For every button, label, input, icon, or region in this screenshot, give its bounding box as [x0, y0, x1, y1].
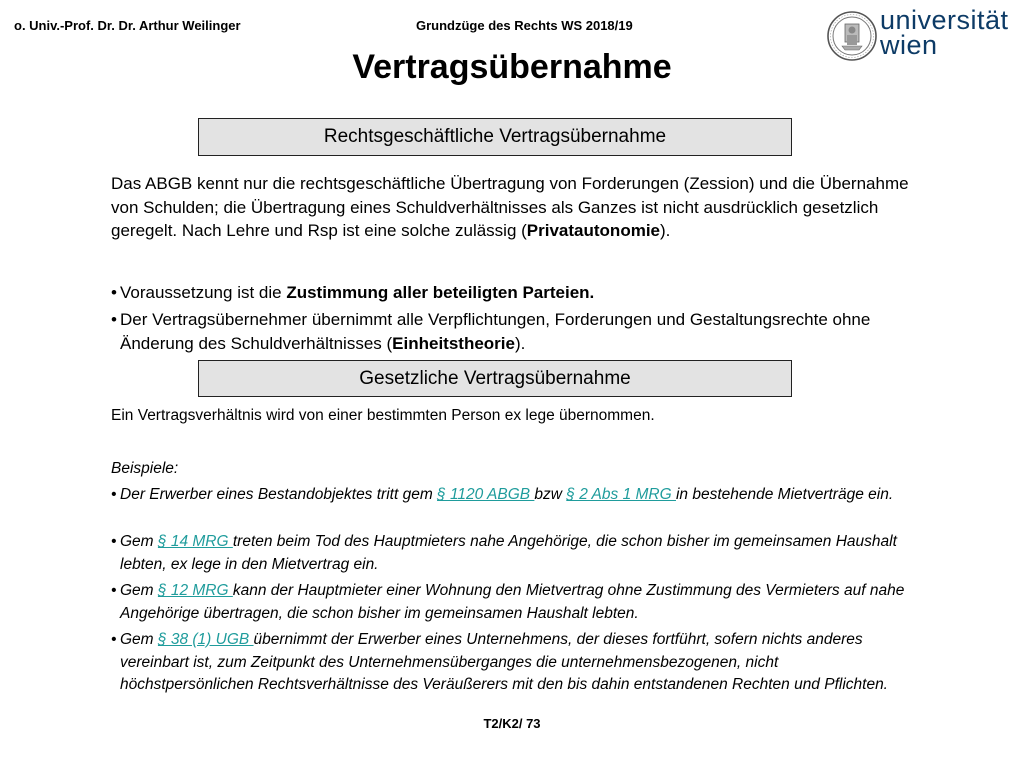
example-1-text-b: bzw [534, 486, 567, 503]
example-1 [111, 484, 911, 507]
link-38-1-ugb[interactable]: § 38 (1) UGB [157, 631, 254, 648]
example-1-text-c: in bestehende Mietverträge ein. [675, 486, 894, 503]
example-2-text-b: treten beim Tod des Hauptmieters nahe Angehörige, die schon bisher im gemeinsamen Haushalt lebten, ex lege in den Mietvertrag ein. [120, 533, 897, 573]
bullet2-bold: Einheitstheorie [392, 333, 515, 353]
bullet2-text: Der Vertragsübernehmer übernimmt alle Verpflichtungen, Forderungen und Gestaltungsrechte ohne Änderung des Schuldverhältnisses ( [120, 310, 871, 353]
section-heading-rechtsgeschaeftlich: Rechtsgeschäftliche Vertragsübernahme [198, 118, 792, 156]
link-12-mrg[interactable]: § 12 MRG [157, 582, 233, 599]
bullet-marker: • [111, 486, 117, 503]
example-4-text-a: Gem [120, 631, 158, 648]
intro-bold-term: Privatautonomie [526, 221, 660, 240]
example-2 [111, 531, 911, 576]
page-number: T2/K2/ 73 [483, 716, 541, 731]
example-4 [111, 629, 911, 697]
bullet-marker: • [111, 310, 117, 329]
bullet-marker: • [111, 582, 117, 599]
bullet1-bold: Zustimmung aller beteiligten Parteien. [286, 283, 595, 302]
intro-end: ). [660, 221, 671, 240]
header-author: o. Univ.-Prof. Dr. Dr. Arthur Weilinger [14, 18, 241, 33]
intro-text: Das ABGB kennt nur die rechtsgeschäftliche Übertragung von Forderungen (Zession) und die Übernahme von Schulden; die Übertragung eines Schuldverhältnisses als Ganzes ist nicht ausdrücklich gesetzlich geregelt. Nach Lehre und Rsp ist eine solche zulässig ( [111, 174, 909, 240]
bullet-marker: • [111, 533, 117, 550]
example-2-text-a: Gem [120, 533, 158, 550]
header-course: Grundzüge des Rechts WS 2018/19 [416, 18, 633, 33]
example-4-text-b: übernimmt der Erwerber eines Unternehmens, der dieses fortführt, sofern nichts anderes vereinbart ist, zum Zeitpunkt des Unternehmensüberganges die unternehmensbezogenen, nicht höchstpersönlichen Rechtsverhältnisse des Veräußerers mit den bis dahin entstandenen Rechten und Pflichten. [120, 631, 888, 693]
section1-intro [111, 172, 911, 243]
example-3 [111, 580, 911, 625]
bullet2-end: ). [514, 333, 526, 353]
bullet1-text: Voraussetzung ist die [120, 283, 287, 302]
examples-label: Beispiele: [111, 460, 179, 477]
bullet-marker: • [111, 631, 117, 648]
example-3-text-a: Gem [120, 582, 158, 599]
section-heading-gesetzlich: Gesetzliche Vertragsübernahme [198, 360, 792, 397]
logo-line-1: universität [880, 5, 1009, 35]
logo-line-2: wien [880, 30, 938, 60]
link-14-mrg[interactable]: § 14 MRG [157, 533, 233, 550]
link-2-abs-1-mrg[interactable]: § 2 Abs 1 MRG [566, 486, 676, 503]
example-3-text-b: kann der Hauptmieter einer Wohnung den Mietvertrag ohne Zustimmung des Vermieters auf nahe Angehörige übertragen, die schon bisher im gemeinsamen Haushalt lebten. [120, 582, 905, 622]
page-title: Vertragsübernahme [352, 48, 672, 86]
section1-bullet-1 [111, 281, 911, 305]
bullet-marker: • [111, 283, 117, 302]
section1-bullet-2 [111, 308, 911, 355]
example-1-text-a: Der Erwerber eines Bestandobjektes tritt gem [120, 486, 438, 503]
link-1120-abgb[interactable]: § 1120 ABGB [437, 486, 535, 503]
section2-intro: Ein Vertragsverhältnis wird von einer bestimmten Person ex lege übernommen. [111, 407, 655, 424]
